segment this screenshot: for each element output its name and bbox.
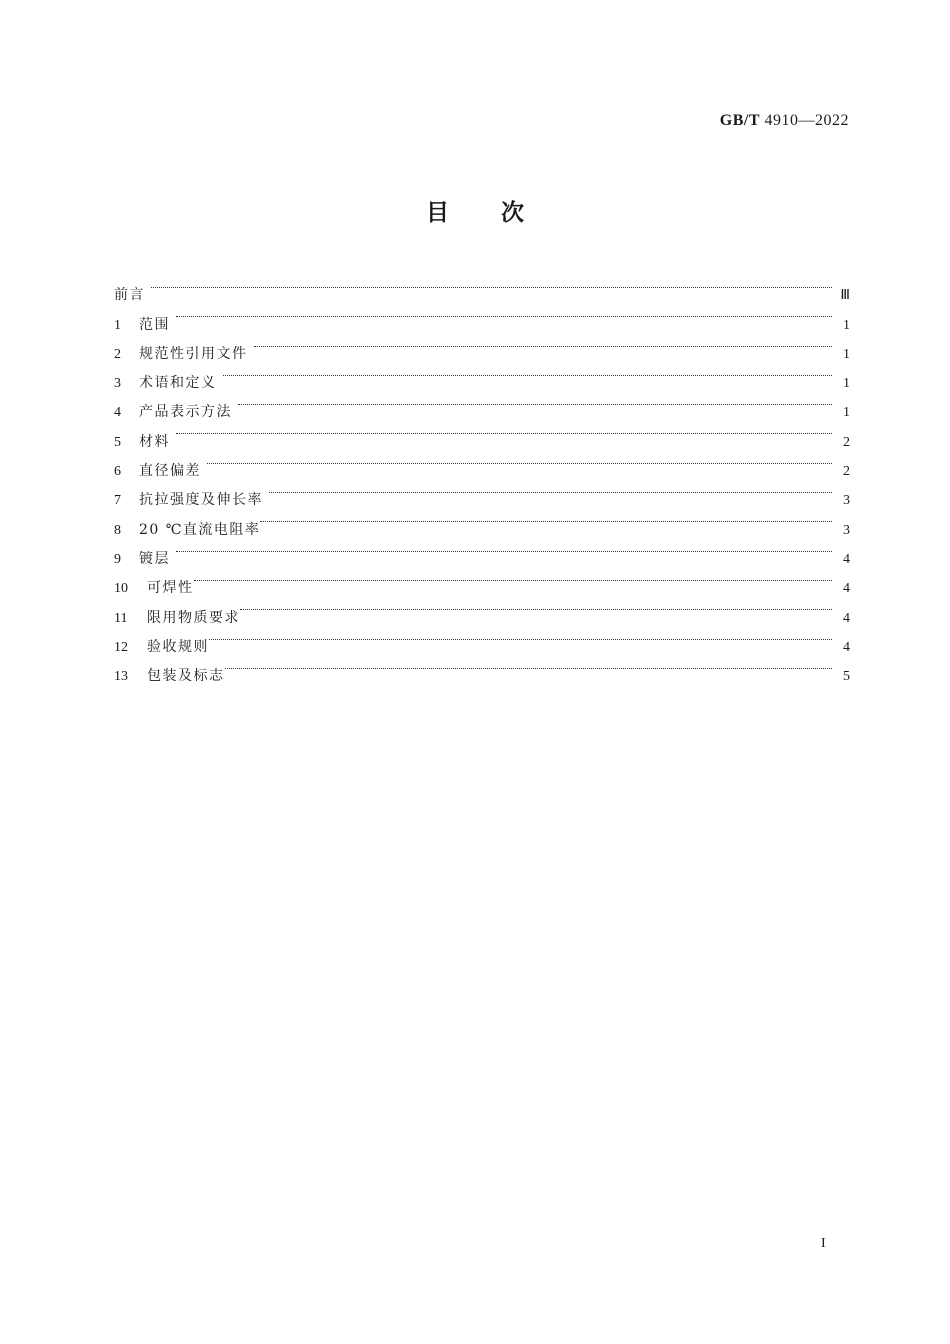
toc-entry-13[interactable] <box>114 651 850 685</box>
toc-entry-number: 8 <box>114 522 121 538</box>
toc-entry-12[interactable] <box>114 622 850 655</box>
toc-leader-dots <box>176 534 836 563</box>
toc-leader-dots <box>151 270 836 299</box>
toc-entry-3[interactable] <box>114 358 850 392</box>
toc-entry-6[interactable] <box>114 446 850 480</box>
toc-entry-number: 10 <box>114 581 128 597</box>
toc-entry-4[interactable] <box>114 387 850 421</box>
toc-entry-page: 4 <box>843 639 850 655</box>
toc-entry-label: 直径偏差 <box>139 463 201 480</box>
toc-leader-dots <box>260 504 836 533</box>
toc-entry-number: 11 <box>114 610 128 626</box>
toc-entry-number: 12 <box>114 639 128 655</box>
toc-entry-2[interactable] <box>114 329 850 362</box>
standard-prefix: GB/T <box>719 112 760 129</box>
toc-entry-number: 9 <box>114 551 121 567</box>
page-number: I <box>821 1236 826 1251</box>
toc-entry-page: Ⅲ <box>840 288 850 304</box>
toc-leader-dots <box>254 329 837 358</box>
toc-leader-dots <box>240 592 836 621</box>
toc-entry-label: 范围 <box>139 316 170 333</box>
toc-leader-dots <box>238 387 836 416</box>
toc-entry-page: 2 <box>843 434 850 450</box>
table-of-contents <box>114 270 850 685</box>
toc-entry-label: 限用物质要求 <box>147 609 240 626</box>
toc-entry-number: 13 <box>114 669 128 685</box>
toc-leader-dots <box>194 563 837 592</box>
toc-entry-label: 产品表示方法 <box>139 404 232 421</box>
toc-entry-label: 可焊性 <box>147 580 194 597</box>
toc-entry-10[interactable] <box>114 563 850 597</box>
toc-entry-11[interactable] <box>114 592 850 626</box>
toc-entry-page: 1 <box>843 346 850 362</box>
toc-entry-number: 5 <box>114 434 121 450</box>
toc-leader-dots <box>209 622 836 651</box>
toc-entry-page: 1 <box>843 317 850 333</box>
toc-leader-dots <box>223 358 837 387</box>
standard-number <box>720 112 849 130</box>
toc-entry-number: 7 <box>114 493 121 509</box>
toc-leader-dots <box>176 299 836 328</box>
standard-code: 4910—2022 <box>764 112 849 129</box>
toc-leader-dots <box>225 651 837 680</box>
toc-entry-9[interactable] <box>114 534 850 567</box>
toc-entry-label: 前言 <box>114 287 145 304</box>
toc-leader-dots <box>176 416 836 445</box>
page-title: 目次 <box>426 200 576 226</box>
toc-entry-page: 3 <box>843 522 850 538</box>
toc-entry-label: 材料 <box>139 433 170 450</box>
toc-entry-number: 4 <box>114 405 121 421</box>
toc-entry-page: 4 <box>843 581 850 597</box>
toc-entry-page: 2 <box>843 464 850 480</box>
toc-entry-label: 规范性引用文件 <box>139 345 248 362</box>
toc-entry-7[interactable] <box>114 475 850 509</box>
toc-entry-number: 1 <box>114 317 121 333</box>
toc-entry-page: 4 <box>843 551 850 567</box>
toc-entry-page: 3 <box>843 493 850 509</box>
toc-entry-label: 包装及标志 <box>147 668 225 685</box>
toc-entry-5[interactable] <box>114 416 850 450</box>
toc-leader-dots <box>269 475 836 504</box>
toc-entry-foreword[interactable] <box>114 270 850 304</box>
toc-entry-label: 镀层 <box>139 550 170 567</box>
toc-entry-number: 2 <box>114 346 121 362</box>
toc-entry-label: 验收规则 <box>147 638 209 655</box>
toc-entry-number: 3 <box>114 376 121 392</box>
toc-entry-number: 6 <box>114 464 121 480</box>
toc-entry-1[interactable] <box>114 299 850 333</box>
toc-entry-label: 术语和定义 <box>139 375 217 392</box>
toc-entry-label: 20 ℃直流电阻率 <box>139 521 261 538</box>
toc-entry-page: 1 <box>843 405 850 421</box>
toc-entry-label: 抗拉强度及伸长率 <box>139 492 263 509</box>
toc-entry-page: 1 <box>843 376 850 392</box>
toc-leader-dots <box>207 446 836 475</box>
toc-entry-page: 5 <box>843 669 850 685</box>
toc-entry-page: 4 <box>843 610 850 626</box>
